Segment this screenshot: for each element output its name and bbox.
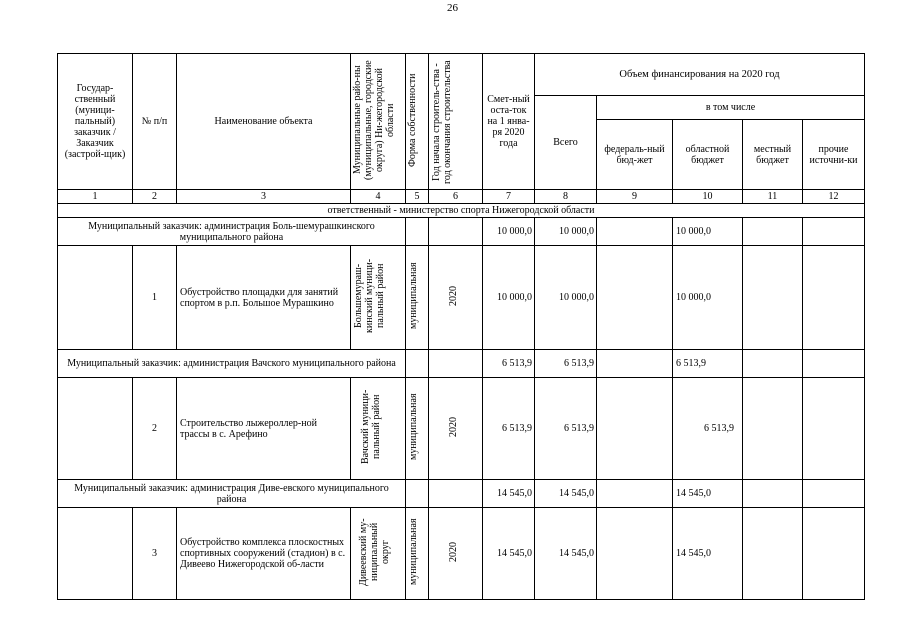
object-name: Строительство лыжероллер-ной трассы в с. Арефино [177, 378, 351, 480]
header-name: Наименование объекта [177, 54, 351, 190]
page-number: 26 [447, 2, 458, 14]
header-federal: федераль-ный бюд-жет [597, 120, 673, 190]
object-district-cell [351, 246, 406, 350]
object-num: 2 [133, 378, 177, 480]
col-number: 10 [673, 190, 743, 204]
column-numbers-row [58, 190, 865, 204]
col-number: 7 [483, 190, 535, 204]
object-ownership: муниципальная [408, 393, 419, 461]
empty-cell [429, 350, 483, 378]
header-local: местный бюджет [743, 120, 803, 190]
total-value: 14 545,0 [535, 508, 597, 600]
empty-cell [597, 378, 673, 480]
object-year: 2020 [447, 542, 459, 562]
section-title: ответственный - министерство спорта Нижегородской области [58, 204, 865, 218]
empty-cell [597, 480, 673, 508]
object-ownership-cell [406, 246, 429, 350]
col-number: 5 [406, 190, 429, 204]
total-value: 6 513,9 [535, 378, 597, 480]
header-ownership: Форма собственности [407, 73, 418, 167]
header-financing: Объем финансирования на 2020 год [535, 54, 865, 96]
financing-table [57, 53, 865, 600]
object-year-cell [429, 508, 483, 600]
customer-row [58, 480, 865, 508]
col-number: 11 [743, 190, 803, 204]
header-customer: Государ-ственный (муници-пальный) заказчик / Заказчик (застрой-щик) [58, 54, 133, 190]
object-ownership: муниципальная [408, 518, 419, 586]
remainder-value: 14 545,0 [483, 508, 535, 600]
header-including: в том числе [597, 96, 865, 120]
object-district-cell [351, 378, 406, 480]
object-district: Дивеевский му-ниципальный округ [358, 518, 391, 586]
customer-row [58, 218, 865, 246]
empty-cell [429, 480, 483, 508]
object-year-cell [429, 246, 483, 350]
remainder-value: 10 000,0 [483, 246, 535, 350]
regional-value: 10 000,0 [673, 246, 743, 350]
remainder-value: 10 000,0 [483, 218, 535, 246]
remainder-value: 14 545,0 [483, 480, 535, 508]
header-total: Всего [535, 96, 597, 190]
remainder-value: 6 513,9 [483, 378, 535, 480]
empty-cell [429, 218, 483, 246]
header-years: Год начала строитель-ства - год окончания строительства [430, 59, 453, 184]
header-regional: областной бюджет [673, 120, 743, 190]
empty-cell [58, 246, 133, 350]
header-years-cell [429, 54, 483, 190]
empty-cell [406, 350, 429, 378]
col-number: 3 [177, 190, 351, 204]
empty-cell [743, 218, 803, 246]
empty-cell [406, 218, 429, 246]
col-number: 8 [535, 190, 597, 204]
object-year: 2020 [447, 286, 459, 306]
object-num: 1 [133, 246, 177, 350]
header-district: Муниципальные райо-ны (муниципальные, городские округа) Ни-жегородской области [352, 60, 396, 180]
remainder-value: 6 513,9 [483, 350, 535, 378]
total-value: 10 000,0 [535, 218, 597, 246]
object-row [58, 246, 865, 350]
regional-value: 10 000,0 [673, 218, 743, 246]
empty-cell [597, 508, 673, 600]
empty-cell [803, 480, 865, 508]
empty-cell [803, 350, 865, 378]
customer-name: Муниципальный заказчик: администрация Вачского муниципального района [58, 350, 406, 378]
empty-cell [743, 508, 803, 600]
object-ownership: муниципальная [408, 262, 419, 330]
empty-cell [597, 350, 673, 378]
empty-cell [743, 480, 803, 508]
empty-cell [803, 508, 865, 600]
empty-cell [58, 508, 133, 600]
object-ownership-cell [406, 378, 429, 480]
empty-cell [743, 350, 803, 378]
empty-cell [803, 378, 865, 480]
col-number: 1 [58, 190, 133, 204]
object-name: Обустройство комплекса плоскостных спортивных сооружений (стадион) в с. Дивеево Нижегородской об-ласти [177, 508, 351, 600]
regional-value: 6 513,9 [673, 350, 743, 378]
regional-value: 6 513,9 [673, 378, 743, 480]
empty-cell [743, 378, 803, 480]
section-title-row [58, 204, 865, 218]
object-row [58, 508, 865, 600]
empty-cell [406, 480, 429, 508]
total-value: 6 513,9 [535, 350, 597, 378]
object-year-cell [429, 378, 483, 480]
object-name: Обустройство площадки для занятий спортом в р.п. Большое Мурашкино [177, 246, 351, 350]
col-number: 6 [429, 190, 483, 204]
col-number: 9 [597, 190, 673, 204]
header-ownership-cell [406, 54, 429, 190]
empty-cell [597, 246, 673, 350]
customer-name: Муниципальный заказчик: администрация Боль-шемурашкинского муниципального района [58, 218, 406, 246]
customer-name: Муниципальный заказчик: администрация Диве-евского муниципального района [58, 480, 406, 508]
total-value: 14 545,0 [535, 480, 597, 508]
empty-cell [803, 218, 865, 246]
empty-cell [58, 378, 133, 480]
header-row-1 [58, 54, 865, 96]
customer-row [58, 350, 865, 378]
header-district-cell [351, 54, 406, 190]
empty-cell [743, 246, 803, 350]
col-number: 12 [803, 190, 865, 204]
object-district: Вачский муници-пальный район [360, 389, 382, 465]
col-number: 4 [351, 190, 406, 204]
header-remainder: Смет-ный оста-ток на 1 янва-ря 2020 года [483, 54, 535, 190]
object-row [58, 378, 865, 480]
col-number: 2 [133, 190, 177, 204]
header-num: № п/п [133, 54, 177, 190]
object-num: 3 [133, 508, 177, 600]
header-other: прочие источни-ки [803, 120, 865, 190]
object-year: 2020 [447, 417, 459, 437]
object-ownership-cell [406, 508, 429, 600]
regional-value: 14 545,0 [673, 480, 743, 508]
object-district: Большемураш-кинский муници-пальный район [353, 258, 386, 334]
regional-value: 14 545,0 [673, 508, 743, 600]
object-district-cell [351, 508, 406, 600]
empty-cell [597, 218, 673, 246]
empty-cell [803, 246, 865, 350]
total-value: 10 000,0 [535, 246, 597, 350]
